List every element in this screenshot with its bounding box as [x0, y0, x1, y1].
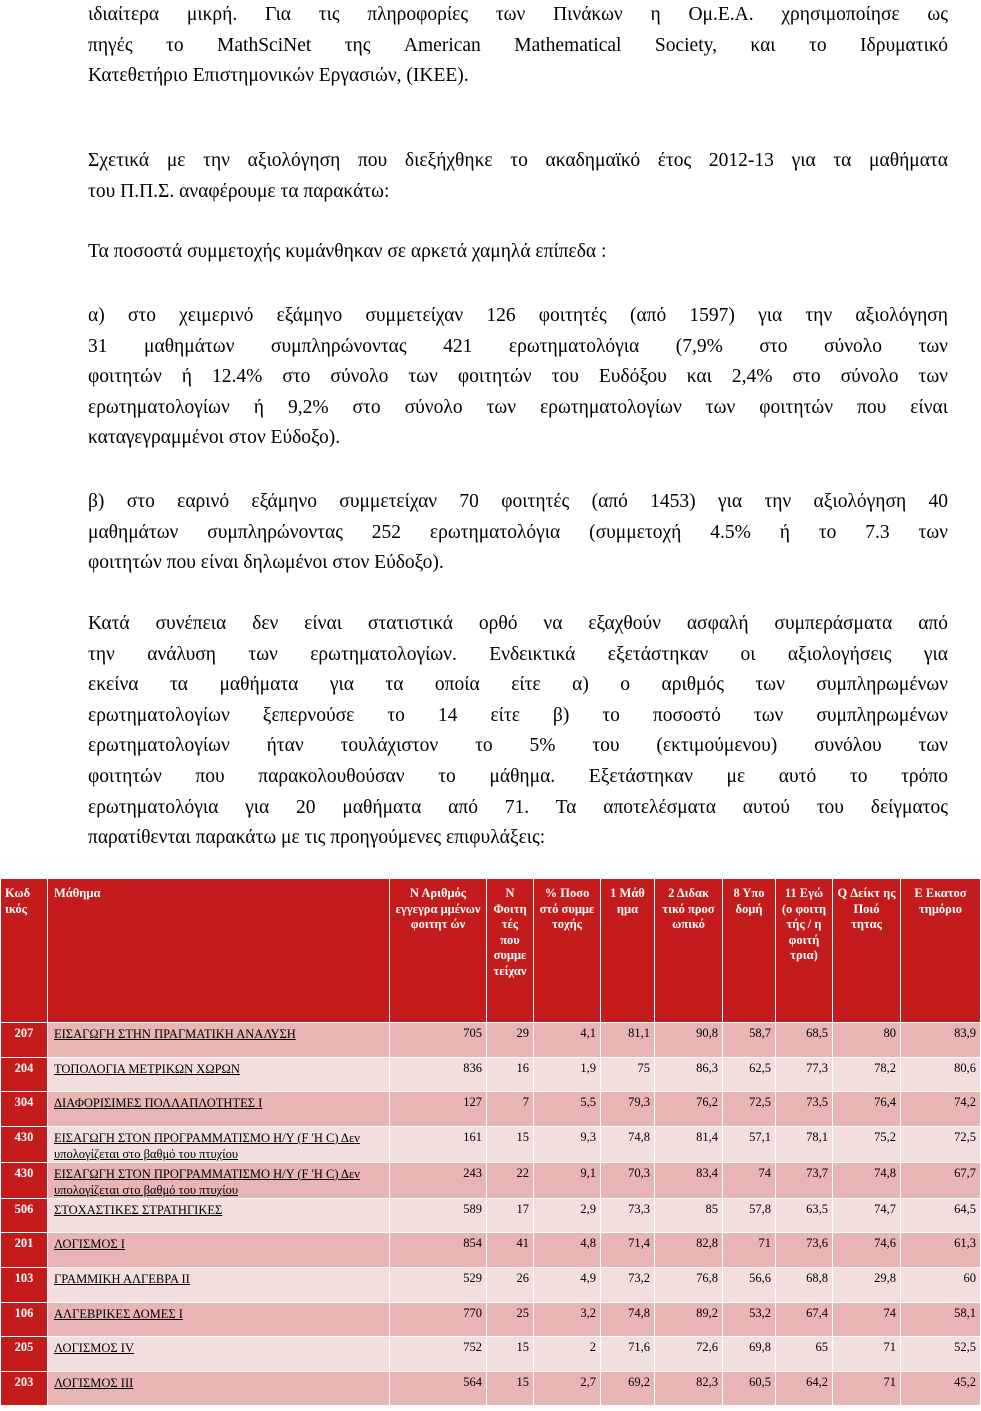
cell-participants: 15	[487, 1126, 534, 1162]
intro-paragraph	[88, 0, 948, 92]
cell-teaching-staff: 86,3	[655, 1057, 723, 1092]
header-participation-pct: % Ποσο στό συμμε τοχής	[534, 879, 601, 1023]
cell-percentile: 45,2	[901, 1371, 981, 1406]
cell-code: 106	[1, 1302, 48, 1337]
cell-participants: 22	[487, 1162, 534, 1198]
table-row	[1, 1198, 981, 1233]
table-header-row	[1, 879, 981, 1023]
cell-percentile: 64,5	[901, 1198, 981, 1233]
cell-registered: 564	[390, 1371, 487, 1406]
cell-quality-index: 78,2	[833, 1057, 901, 1092]
paragraph-line: Σχετικά με την αξιολόγηση που διεξήχθηκε το ακαδημαϊκό έτος 2012-13 για τα μαθήματα	[88, 150, 948, 171]
cell-percentile: 83,9	[901, 1023, 981, 1058]
table-row	[1, 1233, 981, 1268]
cell-registered: 705	[390, 1023, 487, 1058]
cell-quality-index: 29,8	[833, 1267, 901, 1302]
cell-code: 103	[1, 1267, 48, 1302]
cell-course-score: 71,6	[601, 1337, 655, 1372]
cell-percentile: 60	[901, 1267, 981, 1302]
header-quality-index: Q Δείκτ ης Ποιό τητας	[833, 879, 901, 1023]
cell-infrastructure: 53,2	[723, 1302, 776, 1337]
header-course: Μάθημα	[48, 879, 390, 1023]
paragraph-line: του Π.Π.Σ. αναφέρουμε τα παρακάτω:	[88, 180, 390, 202]
paragraph-line: καταγεγραμμένοι στον Εύδοξο).	[88, 427, 341, 449]
cell-percentile: 52,5	[901, 1337, 981, 1372]
cell-teaching-staff: 76,2	[655, 1092, 723, 1127]
participation-paragraph	[88, 237, 948, 268]
table-row	[1, 1126, 981, 1162]
cell-self: 65	[776, 1337, 833, 1372]
cell-quality-index: 75,2	[833, 1126, 901, 1162]
paragraph-line: Τα ποσοστά συμμετοχής κυμάνθηκαν σε αρκετά χαμηλά επίπεδα :	[88, 241, 607, 262]
cell-self: 68,5	[776, 1023, 833, 1058]
cell-code: 304	[1, 1092, 48, 1127]
cell-percentile: 58,1	[901, 1302, 981, 1337]
cell-participants: 7	[487, 1092, 534, 1127]
paragraph-line: 31 μαθημάτων συμπληρώνοντας 421 ερωτηματολόγια (7,9% στο σύνολο των	[88, 335, 948, 357]
cell-participation-pct: 2,9	[534, 1198, 601, 1233]
header-participants: Ν Φοιτη τές που συμμε τείχαν	[487, 879, 534, 1023]
evaluation-results-table	[0, 878, 981, 1406]
table-row	[1, 1162, 981, 1198]
header-code: Κωδ ικός	[1, 879, 48, 1023]
paragraph-line: ερωτηματολογίων ή 9,2% στο σύνολο των ερωτηματολογίων των φοιτητών που είναι	[88, 396, 948, 418]
cell-self: 68,8	[776, 1267, 833, 1302]
cell-course: ΛΟΓΙΣΜΟΣ ΙV	[48, 1337, 390, 1372]
cell-course-score: 74,8	[601, 1302, 655, 1337]
cell-quality-index: 74,7	[833, 1198, 901, 1233]
paragraph-line: την ανάλυση των ερωτηματολογίων. Ενδεικτικά εξετάστηκαν οι αξιολογήσεις για	[88, 643, 948, 665]
paragraph-line: ερωτηματολόγια για 20 μαθήματα από 71. Τα αποτελέσματα αυτού του δείγματος	[88, 796, 948, 818]
cell-course: ΕΙΣΑΓΩΓΗ ΣΤΟΝ ΠΡΟΓΡΑΜΜΑΤΙΣΜΟ Η/Υ (F 'Η C) Δεν υπολογίζεται στο βαθμό του πτυχίου	[48, 1162, 390, 1198]
cell-infrastructure: 72,5	[723, 1092, 776, 1127]
cell-registered: 836	[390, 1057, 487, 1092]
table-row	[1, 1267, 981, 1302]
cell-registered: 529	[390, 1267, 487, 1302]
cell-participants: 25	[487, 1302, 534, 1337]
cell-participation-pct: 2,7	[534, 1371, 601, 1406]
cell-participation-pct: 9,3	[534, 1126, 601, 1162]
spring-semester-paragraph	[88, 487, 948, 579]
cell-course-score: 79,3	[601, 1092, 655, 1127]
cell-infrastructure: 58,7	[723, 1023, 776, 1058]
cell-self: 64,2	[776, 1371, 833, 1406]
cell-course-score: 70,3	[601, 1162, 655, 1198]
cell-participation-pct: 9,1	[534, 1162, 601, 1198]
cell-course-score: 73,3	[601, 1198, 655, 1233]
cell-participants: 29	[487, 1023, 534, 1058]
cell-code: 506	[1, 1198, 48, 1233]
cell-code: 430	[1, 1162, 48, 1198]
cell-registered: 854	[390, 1233, 487, 1268]
cell-infrastructure: 57,1	[723, 1126, 776, 1162]
cell-registered: 589	[390, 1198, 487, 1233]
table-row	[1, 1302, 981, 1337]
cell-infrastructure: 74	[723, 1162, 776, 1198]
cell-code: 201	[1, 1233, 48, 1268]
cell-registered: 752	[390, 1337, 487, 1372]
cell-participants: 16	[487, 1057, 534, 1092]
cell-participation-pct: 3,2	[534, 1302, 601, 1337]
cell-participation-pct: 2	[534, 1337, 601, 1372]
cell-teaching-staff: 72,6	[655, 1337, 723, 1372]
cell-code: 205	[1, 1337, 48, 1372]
table-row	[1, 1371, 981, 1406]
table-row	[1, 1023, 981, 1058]
paragraph-line: α) στο χειμερινό εξάμηνο συμμετείχαν 126 φοιτητές (από 1597) για την αξιολόγηση	[88, 305, 948, 326]
cell-code: 204	[1, 1057, 48, 1092]
paragraph-line: φοιτητών ή 12.4% στο σύνολο των φοιτητών του Ευδόξου και 2,4% στο σύνολο των	[88, 366, 948, 388]
cell-infrastructure: 69,8	[723, 1337, 776, 1372]
cell-self: 67,4	[776, 1302, 833, 1337]
cell-participants: 26	[487, 1267, 534, 1302]
cell-quality-index: 71	[833, 1337, 901, 1372]
cell-participants: 17	[487, 1198, 534, 1233]
cell-teaching-staff: 90,8	[655, 1023, 723, 1058]
cell-participation-pct: 4,8	[534, 1233, 601, 1268]
cell-infrastructure: 62,5	[723, 1057, 776, 1092]
cell-course: ΛΟΓΙΣΜΟΣ Ι	[48, 1233, 390, 1268]
cell-course: ΤΟΠΟΛΟΓΙΑ ΜΕΤΡΙΚΩΝ ΧΩΡΩΝ	[48, 1057, 390, 1092]
cell-percentile: 80,6	[901, 1057, 981, 1092]
paragraph-line: φοιτητών που είναι δηλωμένοι στον Εύδοξο).	[88, 552, 444, 574]
paragraph-line: πηγές το MathSciNet της American Mathematical Society, και το Ιδρυματικό	[88, 34, 948, 56]
cell-participation-pct: 4,1	[534, 1023, 601, 1058]
cell-quality-index: 71	[833, 1371, 901, 1406]
cell-code: 207	[1, 1023, 48, 1058]
cell-percentile: 61,3	[901, 1233, 981, 1268]
paragraph-line: ιδιαίτερα μικρή. Για τις πληροφορίες των Πινάκων η Ομ.Ε.Α. χρησιμοποίησε ως	[88, 4, 948, 25]
cell-registered: 161	[390, 1126, 487, 1162]
cell-quality-index: 76,4	[833, 1092, 901, 1127]
cell-code: 430	[1, 1126, 48, 1162]
cell-participation-pct: 5,5	[534, 1092, 601, 1127]
header-course-score: 1 Μάθ ημα	[601, 879, 655, 1023]
header-percentile: Ε Εκατοσ τημόριο	[901, 879, 981, 1023]
cell-quality-index: 74,6	[833, 1233, 901, 1268]
paragraph-line: ερωτηματολογίων ήταν τουλάχιστον το 5% του (εκτιμούμενου) συνόλου των	[88, 735, 948, 757]
cell-participation-pct: 1,9	[534, 1057, 601, 1092]
cell-percentile: 67,7	[901, 1162, 981, 1198]
header-registered: Ν Αριθμός εγγεγρα μμένων φοιτητ ών	[390, 879, 487, 1023]
cell-quality-index: 80	[833, 1023, 901, 1058]
cell-teaching-staff: 82,8	[655, 1233, 723, 1268]
paragraph-line: φοιτητών που παρακολουθούσαν το μάθημα. Εξετάστηκαν με αυτό το τρόπο	[88, 765, 948, 787]
cell-self: 73,7	[776, 1162, 833, 1198]
cell-course: ΛΟΓΙΣΜΟΣ ΙΙΙ	[48, 1371, 390, 1406]
table-row	[1, 1057, 981, 1092]
cell-course: ΣΤΟΧΑΣΤΙΚΕΣ ΣΤΡΑΤΗΓΙΚΕΣ	[48, 1198, 390, 1233]
cell-course: ΔΙΑΦΟΡΙΣΙΜΕΣ ΠΟΛΛΑΠΛΟΤΗΤΕΣ Ι	[48, 1092, 390, 1127]
cell-infrastructure: 57,8	[723, 1198, 776, 1233]
cell-registered: 770	[390, 1302, 487, 1337]
cell-infrastructure: 71	[723, 1233, 776, 1268]
paragraph-line: Κατεθετήριο Επιστημονικών Εργασιών, (ΙΚΕΕ).	[88, 65, 469, 87]
conclusion-paragraph	[88, 609, 948, 854]
cell-participants: 15	[487, 1337, 534, 1372]
header-infrastructure: 8 Υπο δομή	[723, 879, 776, 1023]
cell-self: 77,3	[776, 1057, 833, 1092]
cell-teaching-staff: 81,4	[655, 1126, 723, 1162]
cell-registered: 243	[390, 1162, 487, 1198]
cell-percentile: 74,2	[901, 1092, 981, 1127]
cell-teaching-staff: 89,2	[655, 1302, 723, 1337]
paragraph-line: εκείνα τα μαθήματα για τα οποία είτε α) ο αριθμός των συμπληρωμένων	[88, 674, 948, 696]
cell-course-score: 81,1	[601, 1023, 655, 1058]
cell-teaching-staff: 76,8	[655, 1267, 723, 1302]
cell-quality-index: 74,8	[833, 1162, 901, 1198]
cell-infrastructure: 60,5	[723, 1371, 776, 1406]
cell-course: ΕΙΣΑΓΩΓΗ ΣΤΗΝ ΠΡΑΓΜΑΤΙΚΗ ΑΝΑΛΥΣΗ	[48, 1023, 390, 1058]
header-self: 11 Εγώ (ο φοιτη τής / η φοιτή τρια)	[776, 879, 833, 1023]
cell-teaching-staff: 83,4	[655, 1162, 723, 1198]
cell-self: 73,5	[776, 1092, 833, 1127]
cell-course: ΕΙΣΑΓΩΓΗ ΣΤΟΝ ΠΡΟΓΡΑΜΜΑΤΙΣΜΟ Η/Υ (F 'Η C) Δεν υπολογίζεται στο βαθμό του πτυχίου	[48, 1126, 390, 1162]
winter-semester-paragraph	[88, 301, 948, 454]
cell-participants: 41	[487, 1233, 534, 1268]
paragraph-line: Κατά συνέπεια δεν είναι στατιστικά ορθό να εξαχθούν ασφαλή συμπεράσματα από	[88, 613, 948, 634]
cell-participants: 15	[487, 1371, 534, 1406]
cell-course-score: 75	[601, 1057, 655, 1092]
cell-self: 78,1	[776, 1126, 833, 1162]
cell-course: ΓΡΑΜΜΙΚΗ ΑΛΓΕΒΡΑ ΙΙ	[48, 1267, 390, 1302]
cell-course-score: 73,2	[601, 1267, 655, 1302]
paragraph-line: β) στο εαρινό εξάμηνο συμμετείχαν 70 φοιτητές (από 1453) για την αξιολόγηση 40	[88, 491, 948, 512]
paragraph-line: ερωτηματολογίων ξεπερνούσε το 14 είτε β) το ποσοστό των συμπληρωμένων	[88, 704, 948, 726]
cell-percentile: 72,5	[901, 1126, 981, 1162]
cell-course: ΑΛΓΕΒΡΙΚΕΣ ΔΟΜΕΣ Ι	[48, 1302, 390, 1337]
cell-teaching-staff: 82,3	[655, 1371, 723, 1406]
cell-quality-index: 74	[833, 1302, 901, 1337]
cell-registered: 127	[390, 1092, 487, 1127]
cell-course-score: 74,8	[601, 1126, 655, 1162]
cell-self: 73,6	[776, 1233, 833, 1268]
paragraph-line: μαθημάτων συμπληρώνοντας 252 ερωτηματολόγια (συμμετοχή 4.5% ή το 7.3 των	[88, 521, 948, 543]
cell-course-score: 71,4	[601, 1233, 655, 1268]
header-teaching-staff: 2 Διδακ τικό προσ ωπικό	[655, 879, 723, 1023]
paragraph-line: παρατίθενται παρακάτω με τις προηγούμενες επιφυλάξεις:	[88, 827, 546, 849]
cell-teaching-staff: 85	[655, 1198, 723, 1233]
cell-course-score: 69,2	[601, 1371, 655, 1406]
cell-infrastructure: 56,6	[723, 1267, 776, 1302]
cell-self: 63,5	[776, 1198, 833, 1233]
table-row	[1, 1337, 981, 1372]
cell-participation-pct: 4,9	[534, 1267, 601, 1302]
table-row	[1, 1092, 981, 1127]
cell-code: 203	[1, 1371, 48, 1406]
evaluation-intro-paragraph	[88, 146, 948, 207]
